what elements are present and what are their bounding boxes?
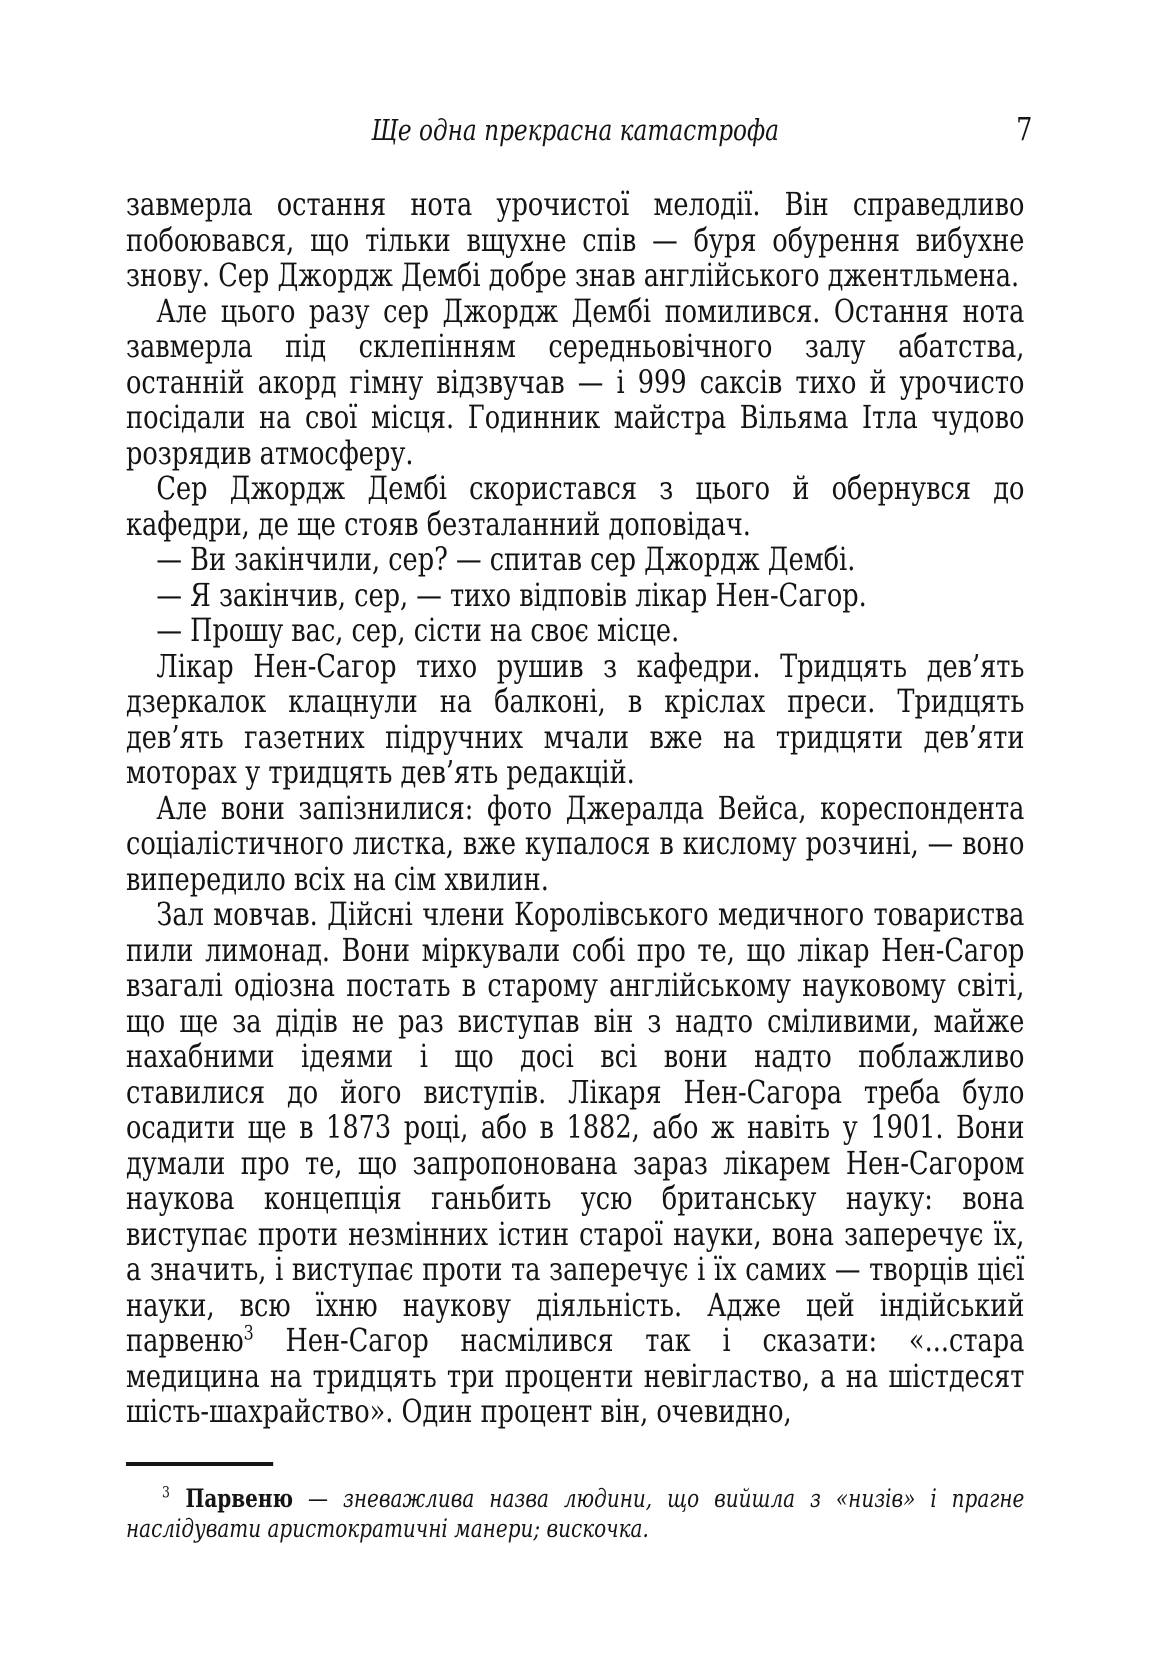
text-segment: Але вони запізнилися: фото Джералда Вейса, кореспондента соціалістичного листка, вже купалося в кислому розчині, — воно випередило всіх на сім хвилин. [126,788,1025,898]
text-segment: зневажлива назва людини, що вийшла з «низів» і прагне наслідувати аристократичні манери; вискочка. [126,1484,1025,1543]
text-segment: 3 [162,1483,170,1502]
paragraph [126,788,1025,898]
text-segment: завмерла остання нота урочистої мелодії. Він справедливо побоювався, що тільки вщухне спів — буря обурення вибухне знову. Сер Джордж Дембі добре знав англійського джентльмена. [126,185,1025,294]
text-segment: 3 [243,1321,254,1345]
paragraph [126,575,1024,614]
text-segment: Лікар Нен-Сагор тихо рушив з кафедри. Тридцять дев’ять дзеркалок клацнули на балконі, в кріслах преси. Тридцять дев’ять газетних підручних мчали вже на тридцяти дев’яти моторах у тридцять дев’ять редакцій. [126,646,1025,791]
text-segment: Але цього разу сер Джордж Дембі помилився. Остання нота завмерла під склепінням середньовічного залу абатства, останній акорд гімну відзвучав — і 999 саксів тихо й урочисто посідали на свої місця. Годинник майстра Вільяма Ітла чудово розрядив атмосферу. [126,291,1025,472]
paragraph [126,542,1024,578]
running-header [126,110,1033,154]
footnote-text [126,1484,1024,1544]
paragraph [126,471,1024,542]
text-segment: Зал мовчав. Дійсні члени Королівського медичного товариства пили лимонад. Вони міркували собі про те, що лікар Нен-Сагор взагалі одіозна постать в старому англійському науковому світі, що ще за дідів не раз виступав він з надто сміливими, майже нахабними ідеями і що досі всі вони надто поблажливо ставилися до його виступів. Лікаря Нен-Сагора треба було осадити ще в 1873 році, або в 1882, або ж навіть у 1901. Вони думали про те, що запропонована зараз лікарем Нен-Сагором наукова концепція ганьбить усю британську науку: вона виступає проти незмінних істин старої науки, вона заперечує їх, а значить, і виступає проти та заперечує і їх самих — творців цієї науки, всю їхню наукову діяльність. Адже цей індійський парвеню [126,895,1025,1359]
text-segment: Парвеню [169,1484,294,1513]
text-segment: — [293,1484,343,1513]
text-segment: Сер Джордж Дембі скористався з цього й обернувся до кафедри, де ще стояв безталанний доповідач. [126,469,1025,543]
paragraph [126,187,1024,294]
text-segment: — Прошу вас, сер, сісти на своє місце. [156,611,680,649]
running-header-title: Ще одна прекрасна катастрофа [371,113,779,147]
paragraph [126,646,1025,791]
text-segment: — Ви закінчили, сер? — спитав сер Джордж Дембі. [156,540,856,578]
paragraph [126,291,1025,472]
footnote [126,1484,1024,1544]
text-segment: — Я закінчив, сер, — тихо відповів лікар Нен-Сагор. [156,575,867,614]
page-number: 7 [1016,110,1033,148]
body-text [126,187,1024,1430]
paragraph [126,897,1024,1430]
paragraph [126,613,1024,649]
footnote-separator [126,1462,273,1466]
text-segment: Нен-Сагор насмілився так і сказати: «...стара медицина на тридцять три проценти невігластво, а на шістдесят шість-шахрайство». Один процент він, очевидно, [126,1321,1025,1430]
